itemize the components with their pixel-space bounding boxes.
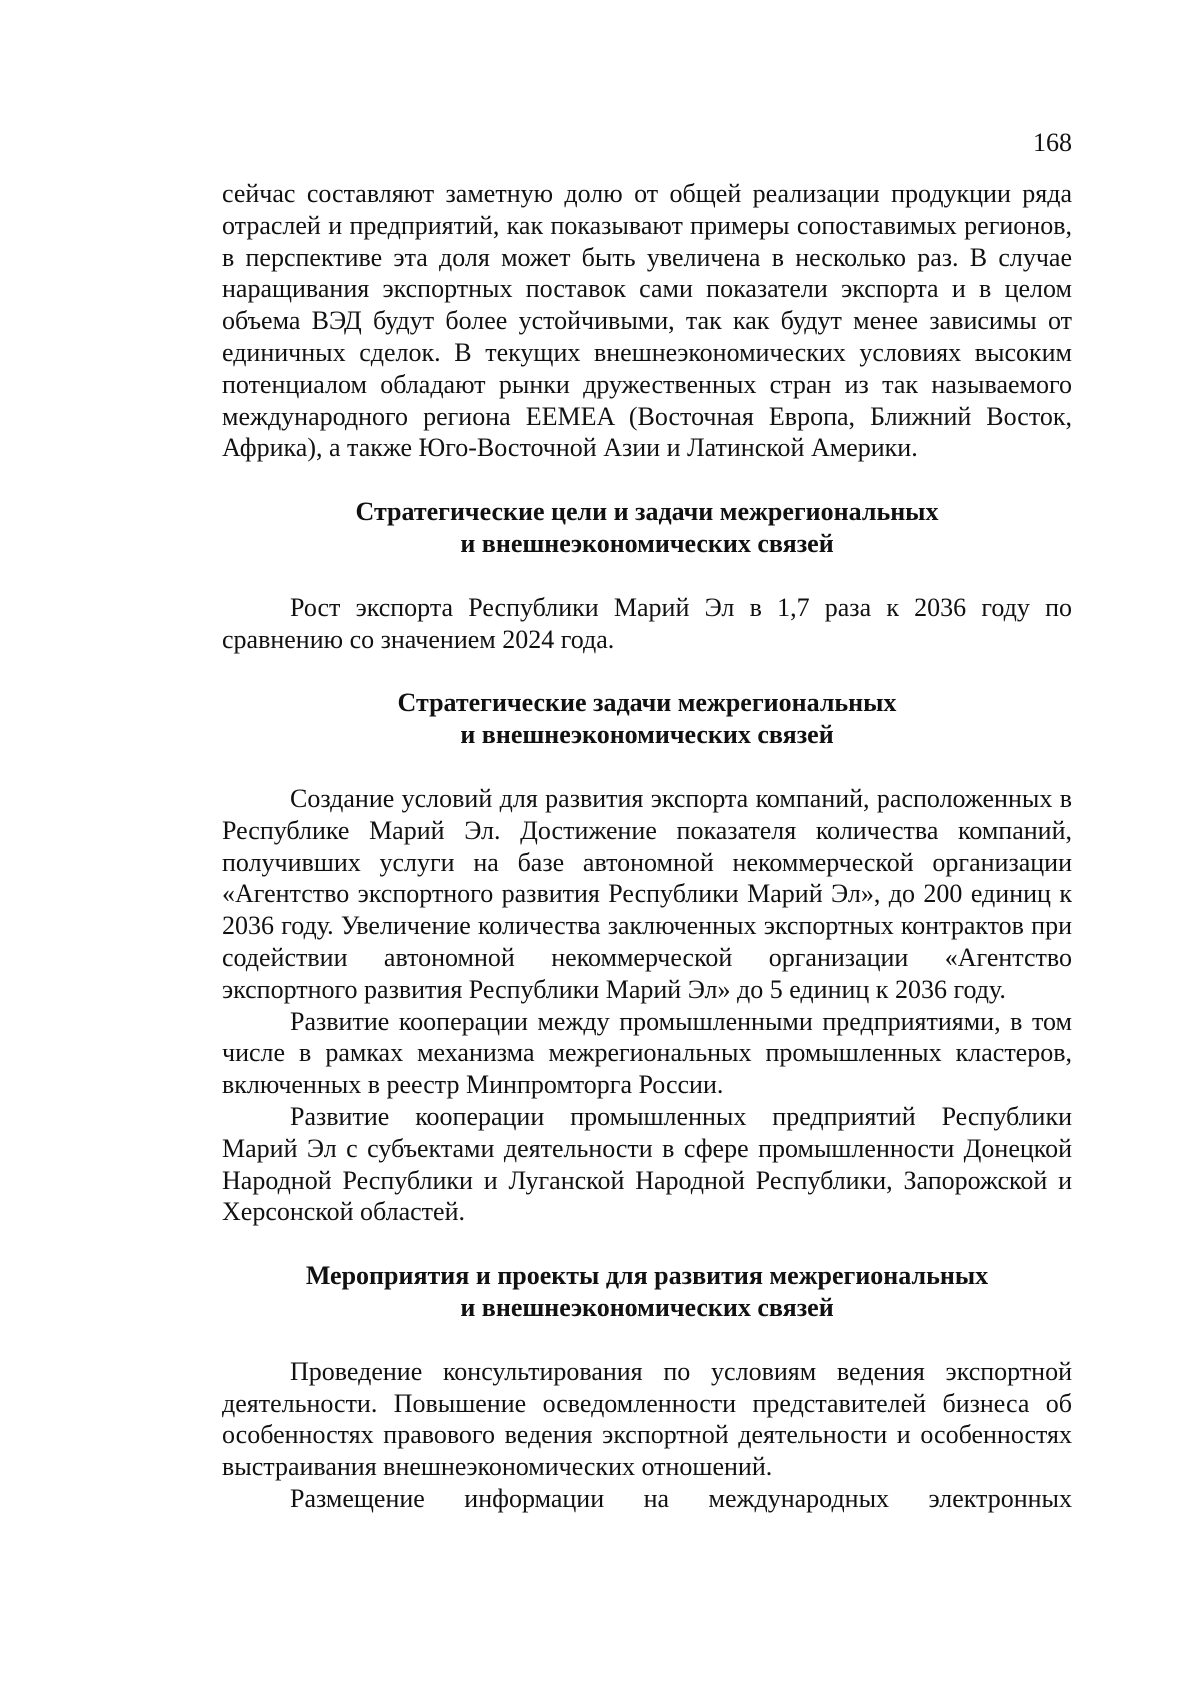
paragraph-continuation: сейчас составляют заметную долю от общей реализации продукции ряда отраслей и предприятий, как показывают примеры сопоставимых регионов, в перспективе эта доля может быть увеличена в несколько раз. В случае наращивания экспортных поставок сами показатели экспорта и в целом объема ВЭД будут более устойчивыми, так как будут менее зависимы от единичных сделок. В текущих внешнеэкономических условиях высоким потенциалом обладают рынки дружественных стран из так называемого международного региона EEMEA (Восточная Европа, Ближний Восток, Африка), а также Юго-Восточной Азии и Латинской Америки.: [222, 179, 1072, 463]
section-heading-projects: [222, 1260, 1072, 1324]
section-heading-tasks-line-1: Стратегические задачи межрегиональных: [397, 688, 897, 718]
section-heading-tasks: [222, 687, 1072, 751]
section-heading-projects-line-1: Мероприятия и проекты для развития межрегиональных: [305, 1261, 989, 1291]
section-heading-goals-line-2: и внешнеэкономических связей: [460, 528, 834, 558]
paragraph-regional-cooperation: Развитие кооперации промышленных предприятий Республики Марий Эл с субъектами деятельности в сфере промышленности Донецкой Народной Республики и Луганской Народной Республики, Запорожской и Херсонской областей.: [222, 1101, 1072, 1227]
paragraph-consulting: Проведение консультирования по условиям ведения экспортной деятельности. Повышение осведомленности представителей бизнеса об особенностях правового ведения экспортной деятельности и особенностях выстраивания внешнеэкономических отношений.: [222, 1356, 1072, 1482]
paragraph-industrial-cooperation: Развитие кооперации между промышленными предприятиями, в том числе в рамках механизма межрегиональных промышленных кластеров, включенных в реестр Минпромторга России.: [222, 1006, 1072, 1100]
document-body: [222, 178, 1072, 1515]
paragraph-information-placement: Размещение информации на международных электронных: [290, 1483, 1072, 1513]
section-heading-goals: [222, 496, 1072, 560]
page-number: 168: [1033, 128, 1072, 157]
paragraph-export-conditions: Создание условий для развития экспорта компаний, расположенных в Республике Марий Эл. Достижение показателя количества компаний, получивших услуги на базе автономной некоммерческой организации «Агентство экспортного развития Республики Марий Эл», до 200 единиц к 2036 году. Увеличение количества заключенных экспортных контрактов при содействии автономной некоммерческой организации «Агентство экспортного развития Республики Марий Эл» до 5 единиц к 2036 году.: [222, 783, 1072, 1004]
paragraph-export-growth: Рост экспорта Республики Марий Эл в 1,7 раза к 2036 году по сравнению со значением 2024 года.: [222, 592, 1072, 654]
section-heading-goals-line-1: Стратегические цели и задачи межрегиональных: [355, 497, 939, 527]
section-heading-projects-line-2: и внешнеэкономических связей: [460, 1292, 834, 1322]
section-heading-tasks-line-2: и внешнеэкономических связей: [460, 720, 834, 750]
